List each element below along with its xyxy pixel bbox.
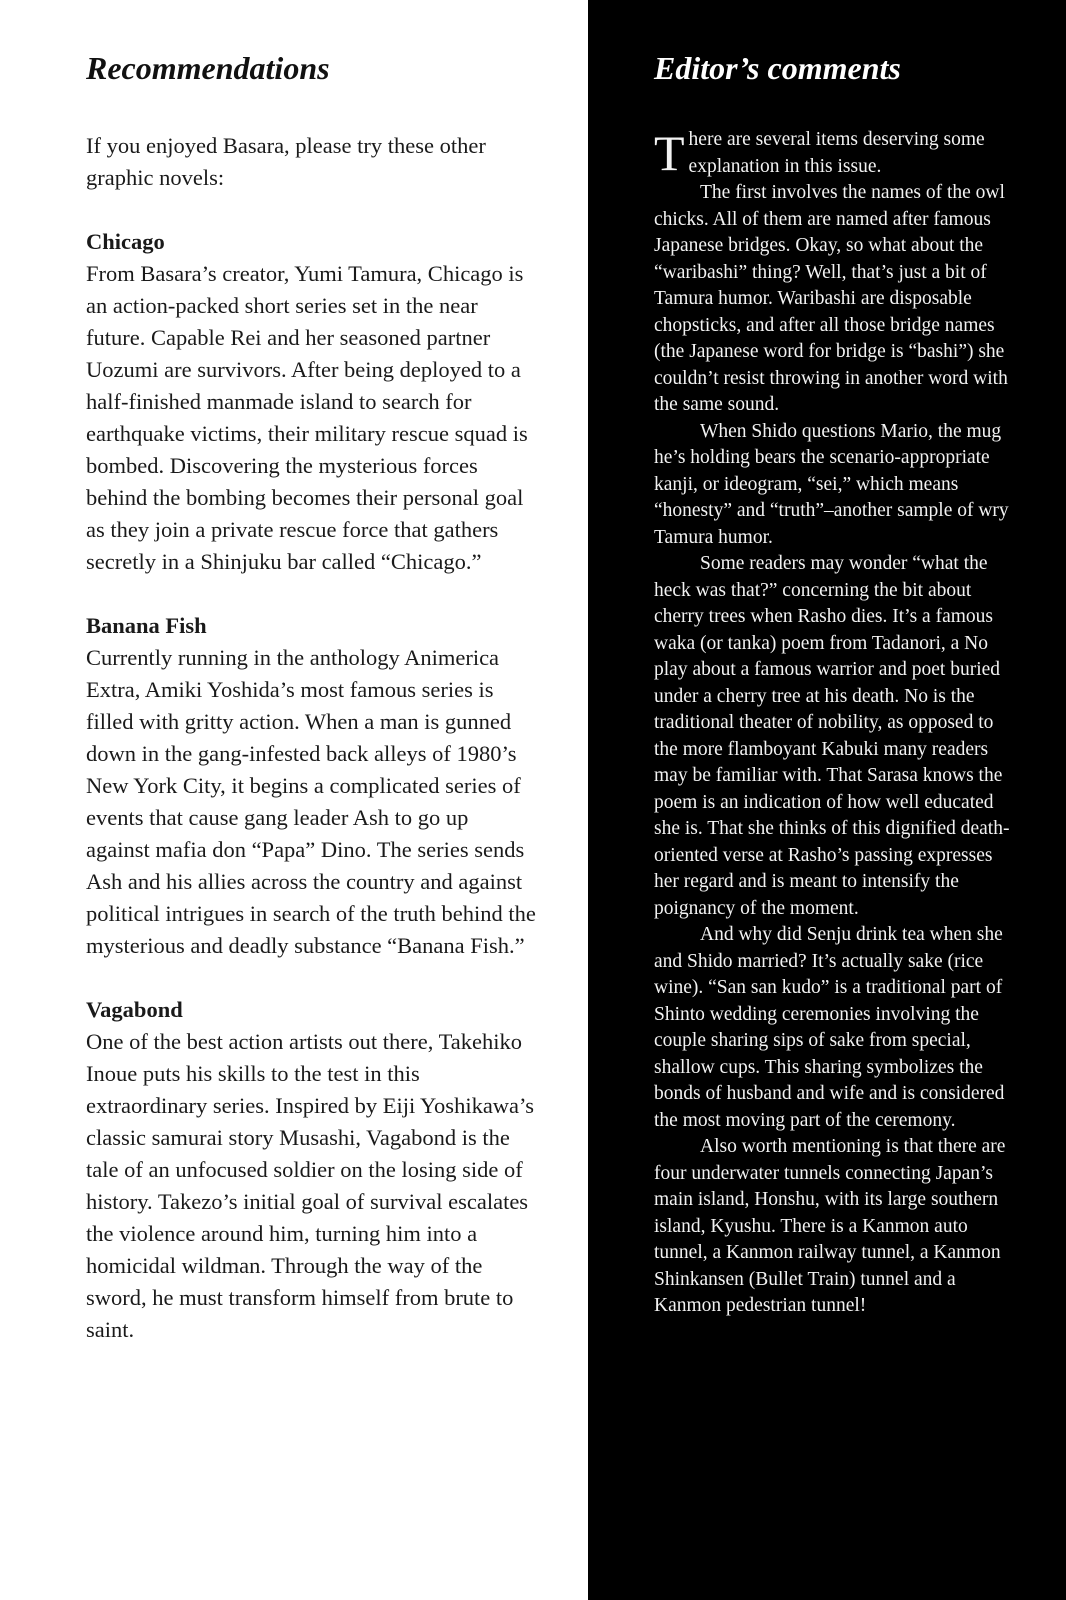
recommendation-title: Chicago (86, 229, 165, 254)
editors-paragraph: And why did Senju drink tea when she and Shido married? It’s actually sake (rice wine). “San san kudo” is a traditional part of Shinto wedding ceremonies involving the couple sharing sips of sake from special, shallow cups. This sharing symbolizes the bonds of husband and wife and is considered the most moving part of the ceremony. (654, 924, 1005, 1131)
recommendation-chicago (86, 226, 536, 578)
recommendation-title: Banana Fish (86, 613, 207, 638)
editors-paragraph (654, 127, 1020, 180)
recommendation-text: From Basara’s creator, Yumi Tamura, Chicago is an action-packed short series set in the near future. Capable Rei and her seasoned partner Uozumi are survivors. After being deployed to a half-finished manmade island to search for earthquake victims, their military rescue squad is bombed. Discovering the mysterious forces behind the bombing becomes their personal goal as they join a private rescue force that gathers secretly in a Shinjuku bar called “Chicago.” (86, 261, 528, 574)
drop-cap: T (654, 125, 685, 181)
recommendation-text: Currently running in the anthology Animerica Extra, Amiki Yoshida’s most famous series is filled with gritty action. When a man is gunned down in the gang-infested back alleys of 1980’s New York City, it begins a complicated series of events that cause gang leader Ash to go up against mafia don “Papa” Dino. The series sends Ash and his allies across the country and against political intrigues in search of the truth behind the mysterious and deadly substance “Banana Fish.” (86, 645, 536, 958)
editors-paragraph: The first involves the names of the owl chicks. All of them are named after famous Japanese bridges. Okay, so what about the “waribashi” thing? Well, that’s just a bit of Tamura humor. Waribashi are disposable chopsticks, and after all those bridge names (the Japanese word for bridge is “bashi”) she couldn’t resist throwing in another word with the same sound. (654, 182, 1008, 415)
editors-paragraph-text: here are several items deserving some explanation in this issue. (688, 129, 985, 177)
editors-paragraph: Some readers may wonder “what the heck was that?” concerning the bit about cherry trees when Rasho dies. It’s a famous waka (or tanka) poem from Tadanori, a No play about a famous warrior and poet buried under a cherry tree at his death. No is the traditional theater of nobility, as opposed to the more flamboyant Kabuki many readers may be familiar with. That Sarasa knows the poem is an indication of how well educated she is. That she thinks of this dignified death-oriented verse at Rasho’s passing expresses her regard and is meant to intensify the poignancy of the moment. (654, 553, 1010, 919)
recommendations-heading: Recommendations (86, 50, 330, 86)
recommendation-vagabond (86, 994, 536, 1346)
editors-paragraph: When Shido questions Mario, the mug he’s holding bears the scenario-appropriate kanji, or ideogram, “sei,” which means “honesty” and “truth”–another sample of wry Tamura humor. (654, 420, 1009, 548)
editors-comments-body (654, 127, 1020, 1320)
recommendation-text: One of the best action artists out there, Takehiko Inoue puts his skills to the test in this extraordinary series. Inspired by Eiji Yoshikawa’s classic samurai story Musashi, Vagabond is the tale of an unfocused soldier on the losing side of history. Takezo’s initial goal of survival escalates the violence around him, turning him into a homicidal wildman. Through the way of the sword, he must transform himself from brute to saint. (86, 1029, 535, 1342)
editors-comments-column (588, 0, 1066, 1600)
recommendation-banana-fish (86, 610, 536, 962)
recommendations-body (86, 130, 536, 1378)
editors-comments-heading: Editor’s comments (654, 50, 901, 86)
recommendation-title: Vagabond (86, 997, 183, 1022)
recommendations-intro: If you enjoyed Basara, please try these other graphic novels: (86, 133, 486, 190)
editors-paragraph: Also worth mentioning is that there are four underwater tunnels connecting Japan’s main island, Honshu, with its large southern island, Kyushu. There is a Kanmon auto tunnel, a Kanmon railway tunnel, a Kanmon Shinkansen (Bullet Train) tunnel and a Kanmon pedestrian tunnel! (654, 1136, 1006, 1316)
